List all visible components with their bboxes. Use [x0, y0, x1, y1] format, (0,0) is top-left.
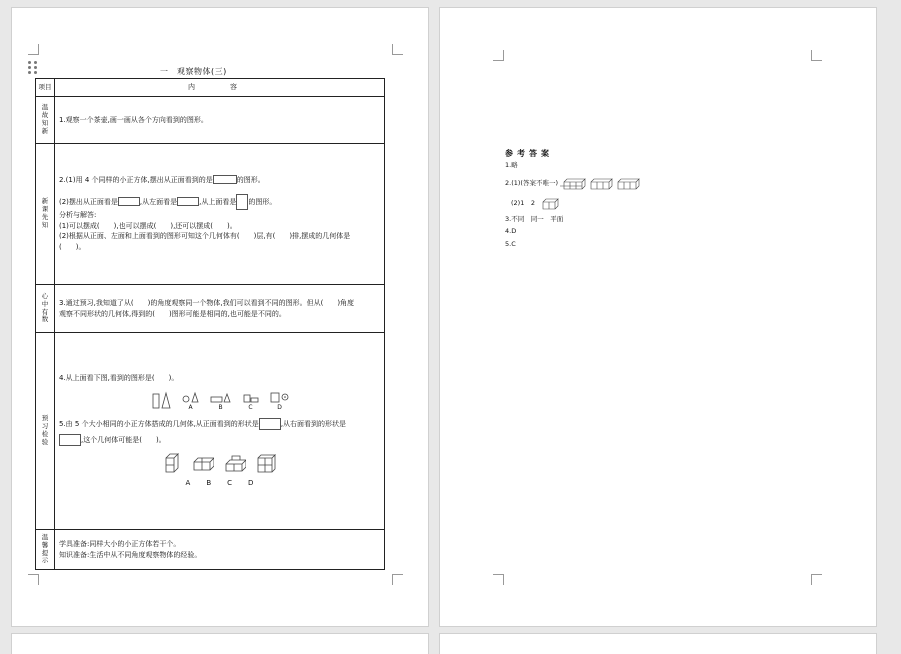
analysis-label: 分析与解答: [59, 210, 97, 219]
page-title: 一 观察物体(三) [160, 67, 227, 76]
answer-line-3: ( )。 [59, 243, 86, 252]
question-5-cont: ,这个几何体可能是( )。 [59, 434, 380, 446]
option-c[interactable]: C [227, 479, 233, 487]
crop-mark [493, 50, 504, 61]
row-label: 温馨提示 [41, 532, 49, 565]
question-4: 4.从上面看下图,看到的图形是( )。 [59, 374, 179, 383]
option-d[interactable]: D [248, 479, 254, 487]
table-row [36, 333, 385, 530]
answer-2b: (2)1 2 [505, 197, 561, 211]
answers-title: 参考答案 [505, 149, 553, 158]
crop-mark [811, 50, 822, 61]
table-row [36, 97, 385, 144]
question-3-line-2: 观察不同形状的几何体,得到的( )图形可能是相同的,也可能是不同的。 [59, 309, 286, 318]
shape-figure [236, 194, 248, 210]
option-a[interactable]: A [185, 479, 191, 487]
crop-mark [28, 44, 39, 55]
crop-mark [392, 574, 403, 585]
solids-figure-icon [150, 390, 172, 412]
option-d[interactable]: D [270, 391, 290, 412]
option-b[interactable]: B [210, 391, 232, 412]
row-label: 温故知新 [41, 103, 49, 135]
table-row [36, 144, 385, 285]
tip-line-1: 学具准备:同样大小的小正方体若干个。 [59, 539, 181, 548]
table-row [36, 530, 385, 570]
tip-line-2: 知识准备:生活中从不同角度观察物体的经验。 [59, 550, 202, 559]
question-2-2: (2)摆出从正面看是 ,从左面看是 ,从上面看是 的图形。 [59, 194, 380, 210]
table-move-handle-icon[interactable] [28, 61, 38, 75]
answer-2: 2.(1)(答案不唯一) [505, 178, 644, 190]
question-5: 5.由 5 个大小相同的小正方体搭成的几何体,从正面看到的形状是 ,从右面看到的形状是 [59, 420, 347, 428]
question-5-figures [59, 450, 380, 474]
cube-figure-icon [164, 450, 182, 474]
shape-figure [59, 434, 81, 446]
document-page-2 [440, 8, 876, 626]
shape-figure [213, 175, 237, 184]
question-4-figures [59, 390, 380, 412]
crop-mark [493, 574, 504, 585]
cube-figure-icon [256, 452, 276, 474]
table-row [36, 285, 385, 333]
lesson-table [35, 78, 385, 570]
question-2-1: 2.(1)用 4 个同样的小正方体,摆出从正面看到的是 的图形。 [59, 175, 265, 184]
answer-3: 3.不同 同一 平面 [505, 215, 564, 223]
answer-1: 1.略 [505, 161, 518, 169]
answer-line-2: (2)根据从正面、左面和上面看到的图形可知这个几何体有( )层,有( )排,摆成的几何体是 [59, 232, 351, 241]
option-a[interactable]: A [182, 391, 200, 412]
crop-mark [392, 44, 403, 55]
answer-5: 5.C [505, 240, 516, 248]
shape-figure [259, 418, 281, 430]
row-label: 心中有数 [41, 291, 49, 324]
header-item: 项目 [36, 79, 55, 97]
row-label: 预习检验 [41, 414, 49, 446]
crop-mark [811, 574, 822, 585]
header-content: 内 容 [55, 79, 385, 97]
option-b[interactable]: B [206, 479, 212, 487]
document-page-4 [440, 634, 876, 654]
cube-answer-figure-icon [541, 197, 561, 211]
question-1: 1.观察一个茶壶,画一画从各个方向看到的图形。 [59, 115, 208, 124]
cube-figure-icon [192, 454, 214, 474]
cube-figure-icon [224, 454, 246, 474]
shape-figure [118, 197, 140, 206]
cube-answer-figures-icon [560, 178, 644, 190]
answer-4: 4.D [505, 227, 517, 235]
shape-figure [177, 197, 199, 206]
table-header-row [36, 79, 385, 97]
option-c[interactable]: C [242, 391, 260, 412]
row-label: 新课先知 [41, 197, 49, 229]
crop-mark [28, 574, 39, 585]
document-page-3 [12, 634, 428, 654]
question-3-line-1: 3.通过预习,我知道了从( )的角度观察同一个物体,我们可以看到不同的图形。但从( )角度 [59, 298, 355, 307]
answer-line-1: (1)可以摆成( ),也可以摆成( ),还可以摆成( )。 [59, 221, 237, 230]
question-5-options [59, 478, 380, 489]
